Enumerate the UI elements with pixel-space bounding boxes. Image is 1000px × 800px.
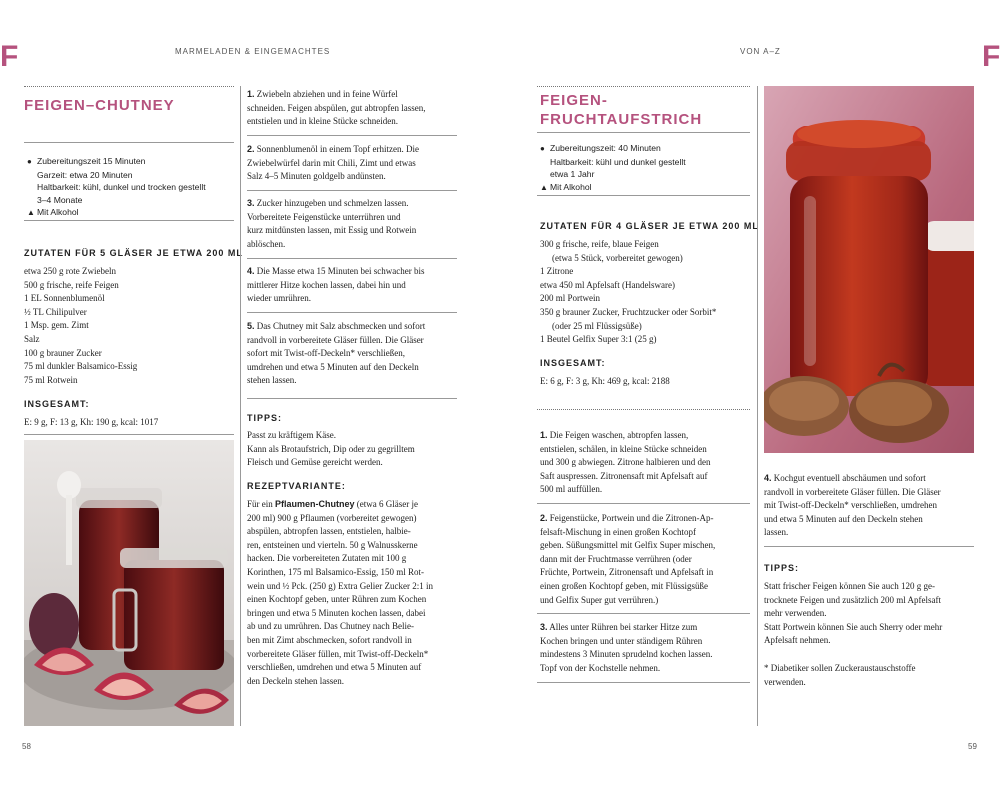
divider — [247, 135, 457, 136]
ingredient: 300 g frische, reife, blaue Feigen — [540, 239, 659, 249]
divider — [537, 132, 750, 133]
tips-text — [764, 580, 942, 648]
ingredient: 100 g brauner Zucker — [24, 347, 102, 358]
step-number: 1. — [540, 430, 548, 440]
step-text: umdrehen und etwa 5 Minuten auf den Deckeln — [247, 361, 419, 372]
ingredient: 350 g brauner Zucker, Fruchtzucker oder Sorbit* — [540, 306, 717, 317]
divider — [247, 398, 457, 399]
prep-time: Zubereitungszeit: 40 Minuten — [550, 143, 661, 153]
ingredient: 1 Zitrone — [540, 266, 574, 277]
tip-line: Statt Portwein können Sie auch Sherry oder mehr — [764, 621, 943, 632]
step-number: 3. — [247, 198, 255, 208]
divider — [537, 613, 750, 614]
step-text: Früchte, Portwein, Zitronensaft und Apfelsaft in — [540, 567, 714, 578]
ingredient: ½ TL Chilipulver — [24, 306, 87, 317]
step-text: Topf von der Kochstelle nehmen. — [540, 662, 661, 673]
alcohol-triangle-icon: ▲ — [540, 182, 548, 192]
step-text: dann mit der Fruchtmasse verrühren (oder — [540, 553, 692, 564]
variant-name: Pflaumen-Chutney — [275, 499, 355, 509]
clock-icon: ● — [540, 144, 545, 153]
variant-line: bringen und etwa 5 Minuten kochen lassen, dabei — [247, 607, 426, 618]
totals-heading: INSGESAMT: — [24, 399, 90, 409]
step-2 — [247, 143, 419, 184]
column-divider — [240, 86, 241, 726]
variant-line: einen Kochtopf geben, unter Rühren zum Kochen — [247, 594, 427, 605]
ingredient: (etwa 5 Stück, vorbereitet gewogen) — [552, 252, 683, 263]
step-text: geben. Süßungsmittel mit Gelfix Super mischen, — [540, 540, 716, 551]
step-text: stehen lassen. — [247, 375, 297, 386]
step-text: Kochen bringen und unter ständigem Rühren — [540, 635, 703, 646]
step-text: Vorbereitete Feigenstücke unterrühren und — [247, 211, 401, 222]
variant-line: vorbereitete Gläser füllen, mit Twist-off-Deckeln* — [247, 648, 429, 659]
step-number: 4. — [247, 266, 255, 276]
chutney-photo — [24, 440, 234, 726]
step-text: mindestens 3 Minuten sprudelnd kochen lassen. — [540, 649, 713, 660]
ingredient: 1 Msp. gem. Zimt — [24, 320, 89, 331]
tab-letter-right: F — [982, 40, 1000, 73]
recipe-meta — [540, 142, 686, 194]
ingredient: 1 EL Sonnenblumenöl — [24, 293, 105, 304]
variant-line: ben mit Zimt abschmecken, sofort randvoll in — [247, 634, 412, 645]
ingredients-heading: ZUTATEN FÜR 4 GLÄSER JE ETWA 200 ML — [540, 221, 759, 231]
step-text: Die Feigen waschen, abtropfen lassen, — [549, 430, 689, 440]
page-number-right: 59 — [968, 742, 977, 751]
variant-line: wein und ½ Pck. (250 g) Extra Gelier Zucker 2:1 in — [247, 580, 433, 591]
divider — [537, 86, 750, 87]
step-text: 500 ml auffüllen. — [540, 484, 603, 495]
step-text: einen großen Kochtopf geben, mit Flüssigsüße — [540, 580, 708, 591]
tips-heading: TIPPS: — [247, 413, 283, 423]
step-2 — [540, 512, 715, 607]
divider — [537, 503, 750, 504]
fig-spread-photo — [764, 86, 974, 453]
divider — [247, 190, 457, 191]
step-text: randvoll in vorbereitete Gläser füllen. Die Gläser — [764, 486, 941, 497]
tip-line: trocknete Feigen und zusätzlich 200 ml Apfelsaft — [764, 594, 941, 605]
alcohol-triangle-icon: ▲ — [27, 208, 35, 217]
step-text: ablöschen. — [247, 238, 286, 249]
step-number: 5. — [247, 321, 255, 331]
step-text: Alles unter Rühren bei starker Hitze zum — [549, 622, 698, 632]
divider — [537, 195, 750, 196]
tip-line: mehr verwenden. — [764, 608, 827, 619]
variant-line: ab und zu umrühren. Das Chutney nach Belie- — [247, 621, 414, 632]
step-text: Saft auspressen. Zitronensaft mit Apfelsaft auf — [540, 470, 708, 481]
tip-line: Kann als Brotaufstrich, Dip oder zu gegrilltem — [247, 443, 415, 454]
step-text: Zwiebeln abziehen und in feine Würfel — [256, 89, 398, 99]
step-text: entstielen, schälen, in kleine Stücke schneiden — [540, 443, 707, 454]
divider — [537, 682, 750, 683]
footnote-line: verwenden. — [764, 676, 806, 687]
step-text: felsaft-Mischung in einen großen Kochtopf — [540, 526, 696, 537]
variant-heading: REZEPTVARIANTE: — [247, 481, 346, 491]
step-text: Salz 4–5 Minuten goldgelb andünsten. — [247, 171, 386, 182]
divider — [764, 546, 974, 547]
step-text: Zucker hinzugeben und schmelzen lassen. — [256, 198, 409, 208]
totals-heading: INSGESAMT: — [540, 358, 606, 368]
step-number: 2. — [540, 513, 548, 523]
step-3 — [247, 197, 416, 251]
step-text: wieder umrühren. — [247, 293, 311, 304]
step-text: und 300 g abwiegen. Zitrone halbieren und den — [540, 457, 711, 468]
clock-icon: ● — [27, 157, 32, 166]
divider — [24, 434, 234, 435]
ingredient: etwa 250 g rote Zwiebeln — [24, 266, 116, 276]
recipe-title — [540, 91, 702, 129]
title-line: FEIGEN- — [540, 92, 608, 109]
divider — [247, 312, 457, 313]
variant-line: verschließen, umdrehen und etwa 5 Minuten auf — [247, 662, 422, 673]
divider — [24, 220, 234, 221]
step-text: mit Twist-off-Deckeln* verschließen, umdrehen — [764, 500, 937, 511]
step-text: schneiden. Feigen abspülen, gut abtropfen lassen, — [247, 102, 426, 113]
variant-line: Für ein — [247, 499, 275, 509]
shelf-life-duration: 3–4 Monate — [37, 194, 83, 205]
tip-line: Apfelsaft nehmen. — [764, 635, 831, 646]
variant-line: 200 ml) 900 g Pflaumen (vorbereitet gewogen) — [247, 512, 417, 523]
ingredients-list — [540, 238, 716, 347]
step-text: kurz mitdünsten lassen, mit Essig und Rotwein — [247, 225, 417, 236]
step-5 — [247, 320, 425, 388]
variant-line: abspülen, abtropfen lassen, entstielen, halbie- — [247, 526, 411, 537]
step-number: 3. — [540, 622, 548, 632]
step-1 — [247, 88, 425, 129]
tips-text — [247, 429, 415, 470]
ingredient: 1 Beutel Gelfix Super 3:1 (25 g) — [540, 334, 657, 345]
divider — [247, 258, 457, 259]
ingredient: Salz — [24, 333, 40, 344]
step-text: sofort mit Twist-off-Deckeln* verschließen, — [247, 348, 405, 359]
step-text: Die Masse etwa 15 Minuten bei schwacher bis — [256, 266, 425, 276]
divider — [24, 142, 234, 143]
step-text: Zwiebelwürfel darin mit Chili, Zimt und etwas — [247, 157, 416, 168]
step-text: Das Chutney mit Salz abschmecken und sofort — [256, 321, 426, 331]
step-text: Feigenstücke, Portwein und die Zitronen-Ap- — [549, 513, 714, 523]
divider — [537, 409, 750, 410]
tab-letter-left: F — [0, 40, 19, 73]
step-text: und etwa 5 Minuten auf den Deckeln stehen — [764, 513, 923, 524]
page-number-left: 58 — [22, 742, 31, 751]
ingredient: 75 ml dunkler Balsamico-Essig — [24, 361, 138, 372]
variant-line: (etwa 6 Gläser je — [354, 499, 418, 509]
running-head-right: VON A–Z — [740, 47, 781, 56]
title-line: FRUCHTAUFSTRICH — [540, 111, 703, 128]
cook-time: Garzeit: etwa 20 Minuten — [37, 169, 133, 180]
tips-heading: TIPPS: — [764, 563, 800, 573]
footnote — [764, 662, 916, 689]
variant-line: Korinthen, 175 ml Balsamico-Essig, 150 ml Rot- — [247, 566, 424, 577]
step-4 — [764, 472, 941, 540]
tip-line: Passt zu kräftigem Käse. — [247, 430, 336, 440]
variant-line: ren, entsteinen und vierteln. 50 g Walnusskerne — [247, 539, 418, 550]
variant-line: hacken. Die vorbereiteten Zutaten mit 100 g — [247, 553, 407, 564]
step-text: entstielen und in kleine Stücke schneiden. — [247, 116, 398, 127]
shelf-life: Haltbarkeit: kühl und dunkel gestellt — [550, 156, 686, 167]
recipe-title: FEIGEN–CHUTNEY — [24, 97, 175, 114]
prep-time: Zubereitungszeit 15 Minuten — [37, 156, 146, 166]
shelf-life: Haltbarkeit: kühl, dunkel und trocken gestellt — [37, 182, 206, 192]
step-number: 1. — [247, 89, 255, 99]
alcohol-note: Mit Alkohol — [550, 181, 592, 192]
variant-text — [247, 498, 433, 688]
step-4 — [247, 265, 424, 306]
ingredient: etwa 450 ml Apfelsaft (Handelsware) — [540, 279, 675, 290]
step-text: Kochgut eventuell abschäumen und sofort — [773, 473, 926, 483]
footnote-line: * Diabetiker sollen Zuckeraustauschstoffe — [764, 663, 916, 673]
step-text: mittlerer Hitze kochen lassen, dabei hin und — [247, 279, 406, 290]
tip-line: Fleisch und Gemüse gereicht werden. — [247, 457, 383, 468]
nutrition-totals: E: 6 g, F: 3 g, Kh: 469 g, kcal: 2188 — [540, 376, 670, 386]
column-divider — [757, 86, 758, 726]
step-number: 2. — [247, 144, 255, 154]
ingredient: (oder 25 ml Flüssigsüße) — [552, 320, 642, 331]
ingredients-heading: ZUTATEN FÜR 5 GLÄSER JE ETWA 200 ML — [24, 248, 243, 258]
step-text: lassen. — [764, 527, 789, 538]
ingredient: 75 ml Rotwein — [24, 374, 78, 385]
step-3 — [540, 621, 712, 675]
variant-line: den Deckeln stehen lassen. — [247, 675, 344, 686]
alcohol-note: Mit Alkohol — [37, 207, 79, 217]
ingredient: 200 ml Portwein — [540, 293, 600, 304]
recipe-meta — [27, 155, 206, 220]
step-text: Sonnenblumenöl in einem Topf erhitzen. Die — [256, 144, 419, 154]
running-head-left: MARMELADEN & EINGEMACHTES — [175, 47, 331, 56]
nutrition-totals: E: 9 g, F: 13 g, Kh: 190 g, kcal: 1017 — [24, 417, 159, 427]
shelf-life-duration: etwa 1 Jahr — [550, 169, 595, 179]
step-text: und Gelfix Super gut verrühren.) — [540, 594, 659, 605]
ingredient: 500 g frische, reife Feigen — [24, 279, 119, 290]
divider — [24, 86, 234, 87]
step-number: 4. — [764, 473, 772, 483]
ingredients-list — [24, 265, 137, 387]
tip-line: Statt frischer Feigen können Sie auch 120 g ge- — [764, 581, 935, 591]
step-text: randvoll in vorbereitete Gläser füllen. Die Gläser — [247, 334, 424, 345]
step-1 — [540, 429, 710, 497]
